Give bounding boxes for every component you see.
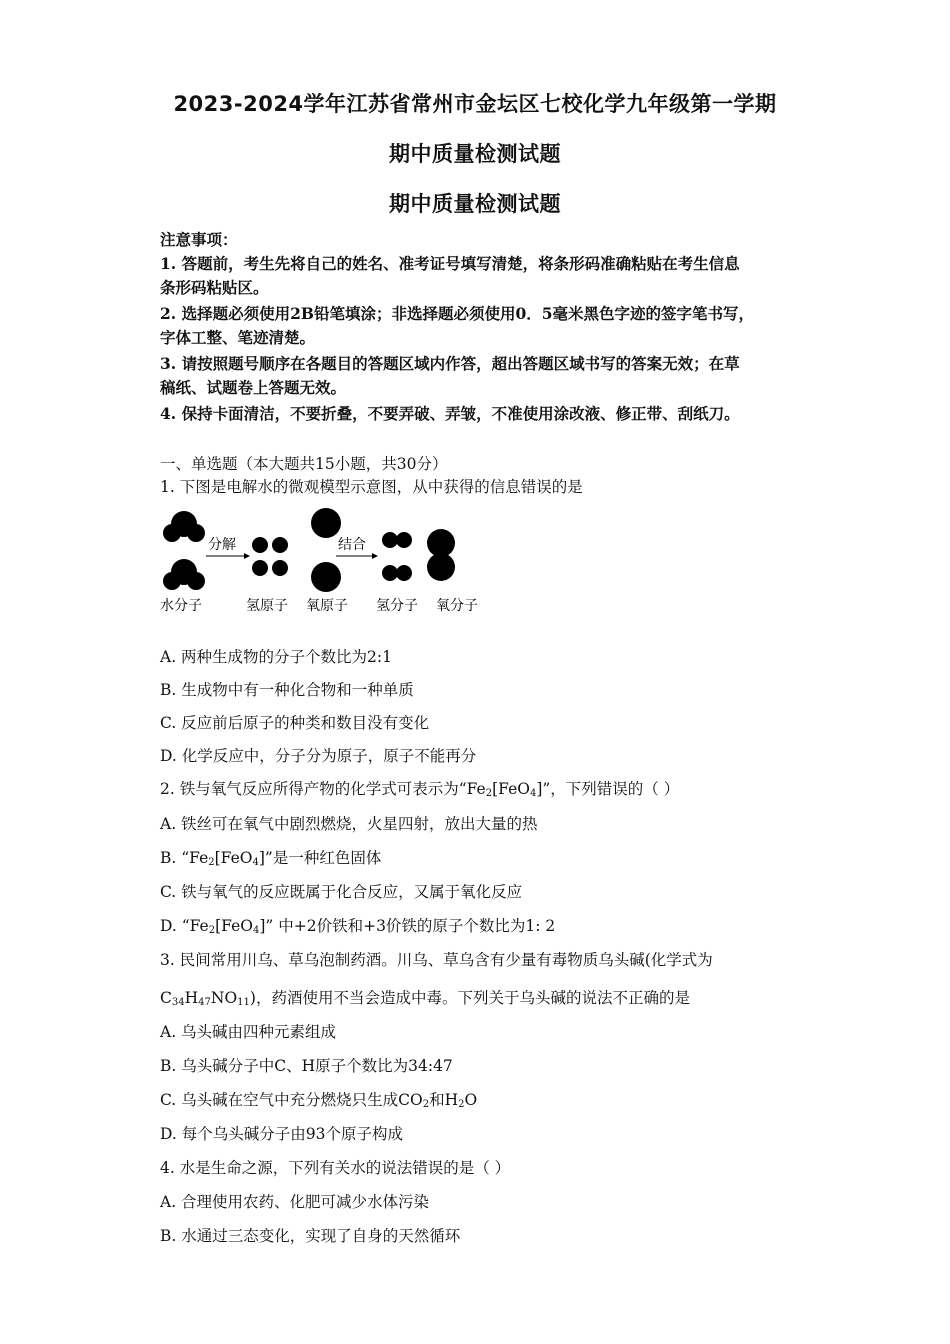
question-4-stem: 4. 水是生命之源，下列有关水的说法错误的是（ ） (160, 1159, 511, 1177)
q1-option-b: B. 生成物中有一种化合物和一种单质 (160, 681, 414, 699)
q1-option-c: C. 反应前后原子的种类和数目没有变化 (160, 714, 430, 732)
question-1-stem: 1. 下图是电解水的微观模型示意图，从中获得的信息错误的是 (160, 478, 583, 496)
q4-option-a: A. 合理使用农药、化肥可减少水体污染 (160, 1193, 430, 1211)
exam-title-line3: 期中质量检测试题 (389, 192, 561, 216)
note-line: 1. 答题前，考生先将自己的姓名、准考证号填写清楚，将条形码准确粘贴在考生信息 (160, 254, 740, 273)
oxygen-molecule (427, 529, 455, 581)
oxygen-atoms (311, 508, 341, 592)
note-line: 字体工整、笔迹清楚。 (160, 328, 316, 347)
label-hydrogen-molecule: 氢分子 (376, 598, 418, 614)
arrow-label-combine: 结合 (338, 537, 366, 553)
note-line: 稿纸、试题卷上答题无效。 (160, 378, 347, 397)
note-line: 4. 保持卡面清洁，不要折叠，不要弄破、弄皱，不准使用涂改液、修正带、刮纸刀。 (160, 404, 740, 423)
q2-option-b: B. “$Fe_2[FeO_4]$”是一种红色固体 (160, 849, 382, 868)
label-oxygen-molecule: 氧分子 (436, 598, 478, 614)
q2-option-d: D. “$Fe_2[FeO_4]$” 中+2价铁和+3价铁的原子个数比为1: 2 (160, 917, 556, 936)
hydrogen-atoms (252, 537, 288, 576)
arrow-combine-icon (336, 553, 378, 559)
note-line: 2. 选择题必须使用2B铅笔填涂；非选择题必须使用0．5毫米黑色字迹的签字笔书写， (160, 304, 755, 323)
exam-title-line2: 期中质量检测试题 (389, 142, 561, 166)
question-3-stem: 3. 民间常用川乌、草乌泡制药酒。川乌、草乌含有少量有毒物质乌头碱(化学式为 (160, 951, 713, 969)
water-molecule-bottom (163, 559, 205, 590)
hydrogen-molecules (382, 532, 412, 581)
q2-option-a: A. 铁丝可在氧气中剧烈燃烧，火星四射，放出大量的热 (160, 815, 538, 833)
label-oxygen-atom: 氧原子 (306, 598, 348, 614)
question-3-stem-cont: $C_{34}H_{47}NO_{11}$)，药酒使用不当会造成中毒。下列关于乌头碱的说法不正确的是 (160, 989, 690, 1008)
label-hydrogen-atom: 氢原子 (246, 598, 288, 614)
q2-option-c: C. 铁与氧气的反应既属于化合反应，又属于氧化反应 (160, 883, 523, 901)
q3-option-d: D. 每个乌头碱分子由93个原子构成 (160, 1125, 403, 1143)
notes-heading: 注意事项： (160, 230, 238, 249)
water-molecule-top (163, 511, 205, 542)
q1-option-a: A. 两种生成物的分子个数比为2:1 (160, 648, 392, 666)
question-2-stem: 2. 铁与氧气反应所得产物的化学式可表示为“$Fe_2[FeO_4]$”，下列错误的（ ） (160, 780, 680, 799)
q3-option-c: C. 乌头碱在空气中充分燃烧只生成$CO_2$和$H_2O$ (160, 1091, 478, 1110)
note-line: 3. 请按照题号顺序在各题目的答题区域内作答，超出答题区域书写的答案无效；在草 (160, 354, 740, 373)
exam-title-line1: 2023-2024学年江苏省常州市金坛区七校化学九年级第一学期 (173, 92, 777, 116)
q4-option-b: B. 水通过三态变化，实现了自身的天然循环 (160, 1227, 461, 1245)
q1-option-d: D. 化学反应中，分子分为原子，原子不能再分 (160, 747, 477, 765)
q3-option-a: A. 乌头碱由四种元素组成 (160, 1023, 337, 1041)
electrolysis-diagram (150, 500, 510, 625)
q3-option-b: B. 乌头碱分子中C、H原子个数比为34:47 (160, 1057, 453, 1075)
arrow-decompose-icon (206, 553, 250, 559)
label-water-molecule: 水分子 (160, 598, 202, 614)
arrow-label-decompose: 分解 (208, 537, 236, 553)
note-line: 条形码粘贴区。 (160, 278, 269, 297)
section-heading: 一、单选题（本大题共15小题，共30分） (160, 455, 448, 473)
